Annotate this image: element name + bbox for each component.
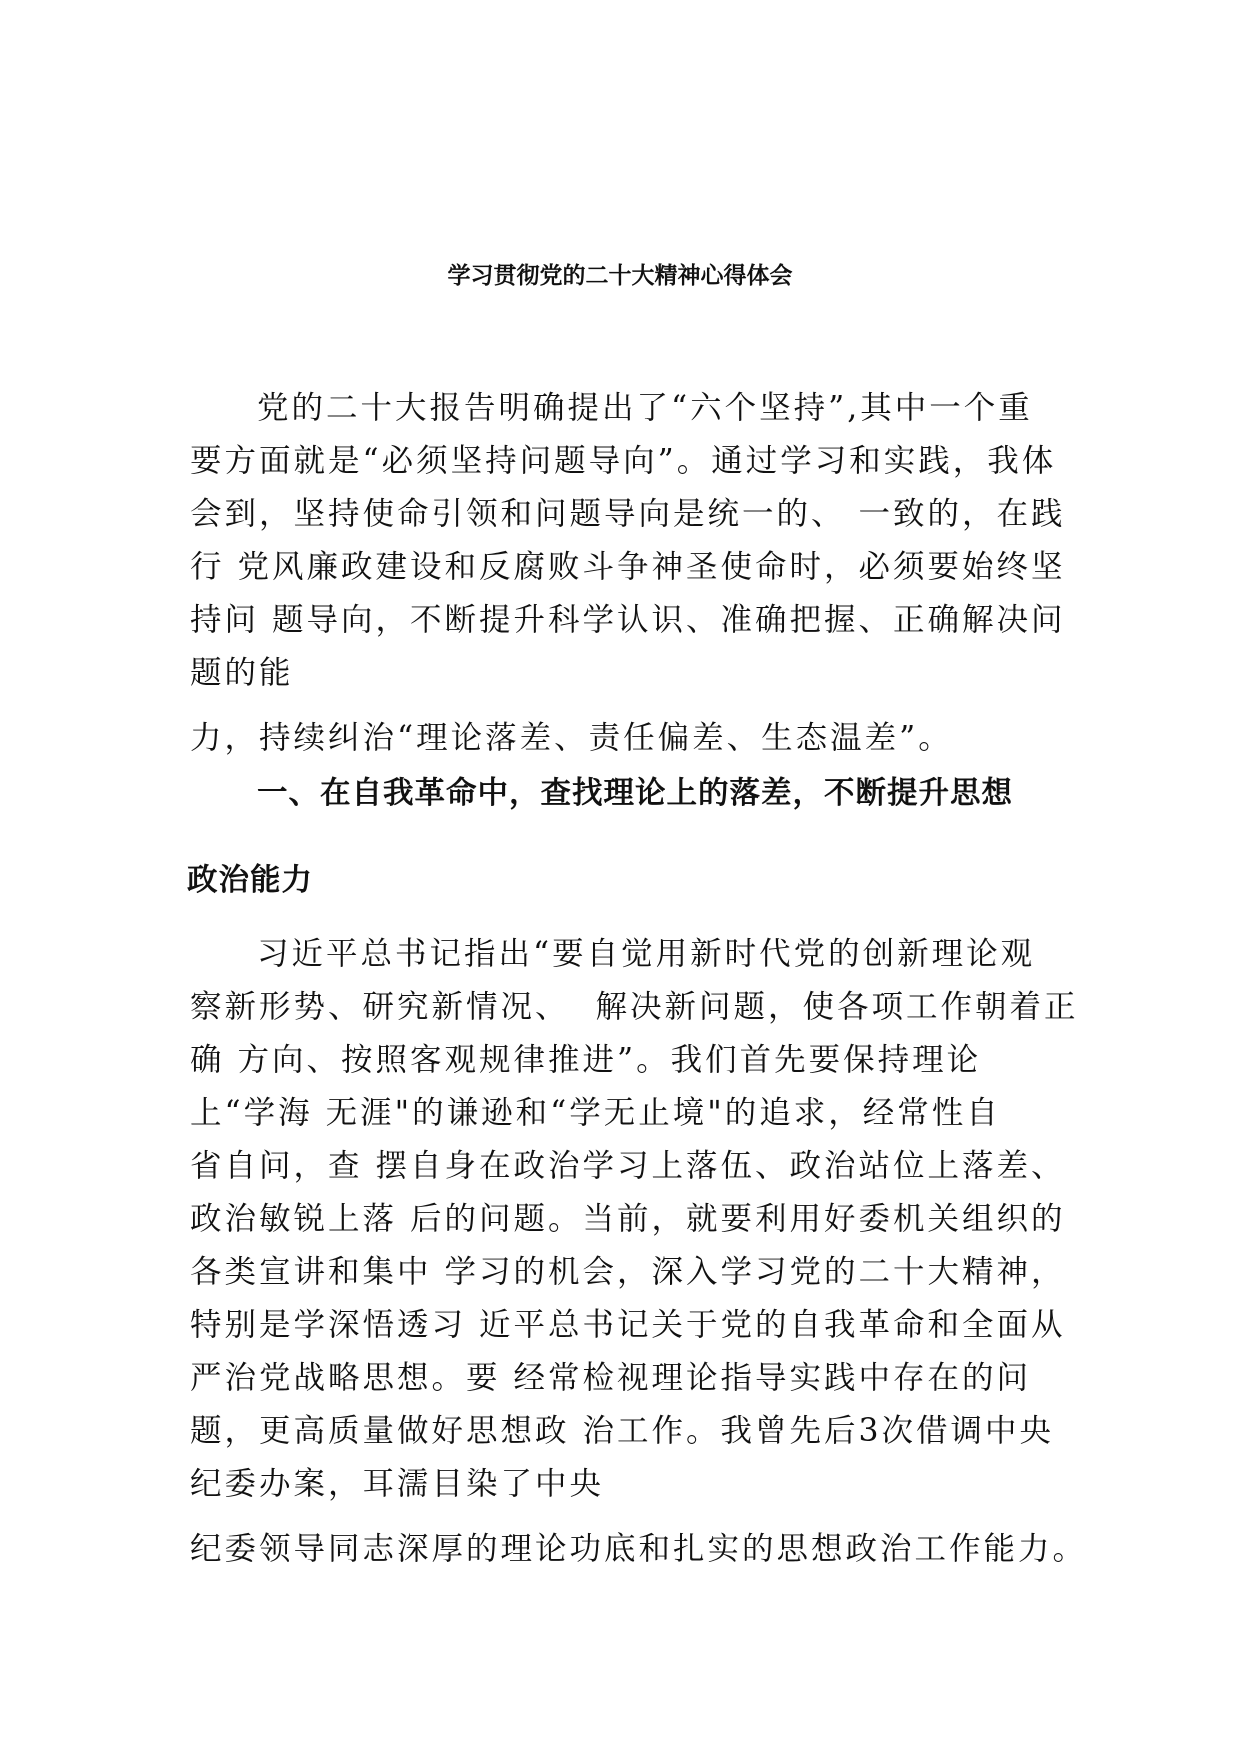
intro-line: 题的能 [190,655,294,691]
section-heading: 一、在自我革命中，查找理论上的落差，不断提升思想 [257,776,1013,811]
section1-line: 各类宣讲和集中 学习的机会，深入学习党的二十大精神， [190,1254,1066,1290]
section1-line: 确 方向、按照客观规律推进”。我们首先要保持理论 [190,1042,982,1078]
section1-line: 习近平总书记指出“要自觉用新时代党的创新理论观 [257,936,1036,972]
section1-line: 题，更高质量做好思想政 治工作。我曾先后3次借调中央 [190,1413,1055,1449]
intro-line: 党的二十大报告明确提出了“六个坚持”,其中一个重 [257,390,1033,426]
section1-line: 严治党战略思想。要 经常检视理论指导实践中存在的问 [190,1360,1032,1396]
intro-line: 持问 题导向，不断提升科学认识、准确把握、正确解决问 [190,602,1066,638]
intro-line: 要方面就是“必须坚持问题导向”。通过学习和实践，我体 [190,443,1057,479]
section1-line: 特别是学深悟透习 近平总书记关于党的自我革命和全面从 [190,1307,1066,1343]
intro-line: 行 党风廉政建设和反腐败斗争神圣使命时，必须要始终坚 [190,549,1066,585]
intro-line: 力，持续纠治“理论落差、责任偏差、生态温差”。 [190,720,953,756]
section1-line: 纪委办案，耳濡目染了中央 [190,1466,605,1502]
section1-line: 政治敏锐上落 后的问题。当前，就要利用好委机关组织的 [190,1201,1066,1237]
section1-line: 纪委领导同志深厚的理论功底和扎实的思想政治工作能力。 [190,1531,1088,1567]
section-heading-continued: 政治能力 [187,863,313,898]
section1-line: 上“学海 无涯"的谦逊和“学无止境"的追求，经常性自 [190,1095,1001,1131]
intro-line: 会到，坚持使命引领和问题导向是统一的、 一致的，在践 [190,496,1066,532]
section1-line: 察新形势、研究新情况、 解决新问题，使各项工作朝着正 [190,989,1079,1025]
section1-line: 省自问，查 摆自身在政治学习上落伍、政治站位上落差、 [190,1148,1066,1184]
document-title: 学习贯彻党的二十大精神心得体会 [447,263,793,289]
